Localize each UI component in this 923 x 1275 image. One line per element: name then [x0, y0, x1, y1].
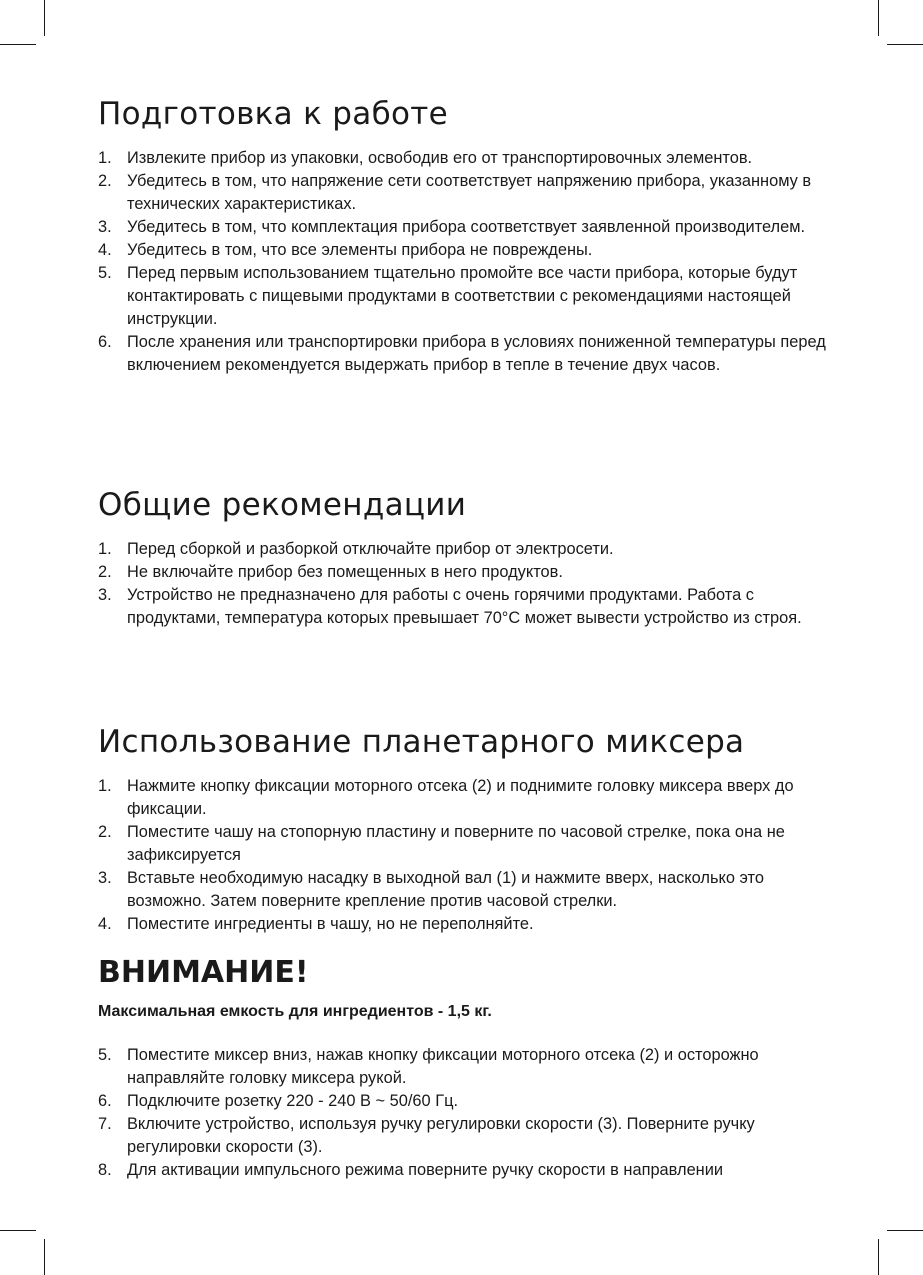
crop-mark-bottom-right-vertical: [878, 1239, 879, 1275]
steps-list: [98, 538, 828, 630]
list-item: [98, 821, 828, 867]
list-item: [98, 775, 828, 821]
section-mixer-usage: [98, 723, 828, 936]
list-item: [98, 262, 828, 331]
item-text: Нажмите кнопку фиксации моторного отсека (2) и поднимите головку миксера вверх до фиксации.: [127, 777, 794, 818]
warning-title: ВНИМАНИЕ!: [98, 955, 309, 990]
item-number: 3.: [98, 586, 112, 604]
item-number: 2.: [98, 823, 112, 841]
continued-steps: [98, 1044, 828, 1182]
list-item: [98, 1159, 828, 1182]
list-item: [98, 239, 828, 262]
item-number: 5.: [98, 264, 112, 282]
item-text: Убедитесь в том, что все элементы прибора не повреждены.: [127, 241, 593, 259]
crop-mark-top-left-horizontal: [0, 44, 36, 45]
item-text: Убедитесь в том, что комплектация прибора соответствует заявленной производителем.: [127, 218, 806, 236]
warning-block: [98, 955, 828, 1023]
list-item: [98, 867, 828, 913]
item-number: 1.: [98, 540, 112, 558]
item-text: Устройство не предназначено для работы с очень горячими продуктами. Работа с продуктами, температура которых превышает 70°С может вывести устройство из строя.: [127, 586, 802, 627]
item-text: Для активации импульсного режима поверните ручку скорости в направлении: [127, 1161, 724, 1179]
steps-list: [98, 775, 828, 936]
list-item: [98, 913, 828, 936]
item-number: 1.: [98, 149, 112, 167]
list-item: [98, 1090, 828, 1113]
section-title: Общие рекомендации: [98, 487, 467, 523]
item-number: 7.: [98, 1115, 112, 1133]
item-text: Поместите миксер вниз, нажав кнопку фиксации моторного отсека (2) и осторожно направляйте головку миксера рукой.: [127, 1046, 759, 1087]
section-preparation: [98, 95, 828, 377]
crop-mark-top-left-vertical: [44, 0, 45, 36]
steps-list: [98, 147, 828, 377]
crop-mark-bottom-left-vertical: [44, 1239, 45, 1275]
list-item: [98, 561, 828, 584]
steps-list: [98, 1044, 828, 1182]
item-number: 8.: [98, 1161, 112, 1179]
crop-mark-bottom-right-horizontal: [887, 1230, 923, 1231]
warning-text: Максимальная емкость для ингредиентов - 1,5 кг.: [98, 1003, 492, 1020]
crop-mark-top-right-vertical: [878, 0, 879, 36]
item-text: Перед сборкой и разборкой отключайте прибор от электросети.: [127, 540, 614, 558]
item-text: Вставьте необходимую насадку в выходной вал (1) и нажмите вверх, насколько это возможно. Затем поверните крепление против часовой стрелки.: [127, 869, 764, 910]
item-text: После хранения или транспортировки прибора в условиях пониженной температуры перед включением рекомендуется выдержать прибор в тепле в течение двух часов.: [127, 333, 826, 374]
item-number: 2.: [98, 172, 112, 190]
section-title: Использование планетарного миксера: [98, 724, 745, 760]
section-title: Подготовка к работе: [98, 96, 448, 132]
list-item: [98, 216, 828, 239]
item-number: 6.: [98, 333, 112, 351]
item-text: Поместите ингредиенты в чашу, но не переполняйте.: [127, 915, 534, 933]
item-number: 2.: [98, 563, 112, 581]
item-text: Убедитесь в том, что напряжение сети соответствует напряжению прибора, указанному в технических характеристиках.: [127, 172, 812, 213]
list-item: [98, 331, 828, 377]
list-item: [98, 1044, 828, 1090]
item-number: 3.: [98, 218, 112, 236]
list-item: [98, 147, 828, 170]
item-text: Извлеките прибор из упаковки, освободив его от транспортировочных элементов.: [127, 149, 753, 167]
item-number: 4.: [98, 915, 112, 933]
list-item: [98, 170, 828, 216]
crop-mark-bottom-left-horizontal: [0, 1230, 36, 1231]
item-number: 4.: [98, 241, 112, 259]
item-number: 5.: [98, 1046, 112, 1064]
list-item: [98, 538, 828, 561]
item-text: Перед первым использованием тщательно промойте все части прибора, которые будут контактировать с пищевыми продуктами в соответствии с рекомендациями настоящей инструкции.: [127, 264, 798, 328]
item-text: Не включайте прибор без помещенных в него продуктов.: [127, 563, 563, 581]
item-text: Поместите чашу на стопорную пластину и поверните по часовой стрелке, пока она не зафиксируется: [127, 823, 785, 864]
list-item: [98, 584, 828, 630]
item-number: 6.: [98, 1092, 112, 1110]
item-number: 3.: [98, 869, 112, 887]
crop-mark-top-right-horizontal: [887, 44, 923, 45]
item-number: 1.: [98, 777, 112, 795]
list-item: [98, 1113, 828, 1159]
section-general-recommendations: [98, 486, 828, 630]
item-text: Подключите розетку 220 - 240 В ~ 50/60 Гц.: [127, 1092, 459, 1110]
item-text: Включите устройство, используя ручку регулировки скорости (3). Поверните ручку регулировки скорости (3).: [127, 1115, 755, 1156]
